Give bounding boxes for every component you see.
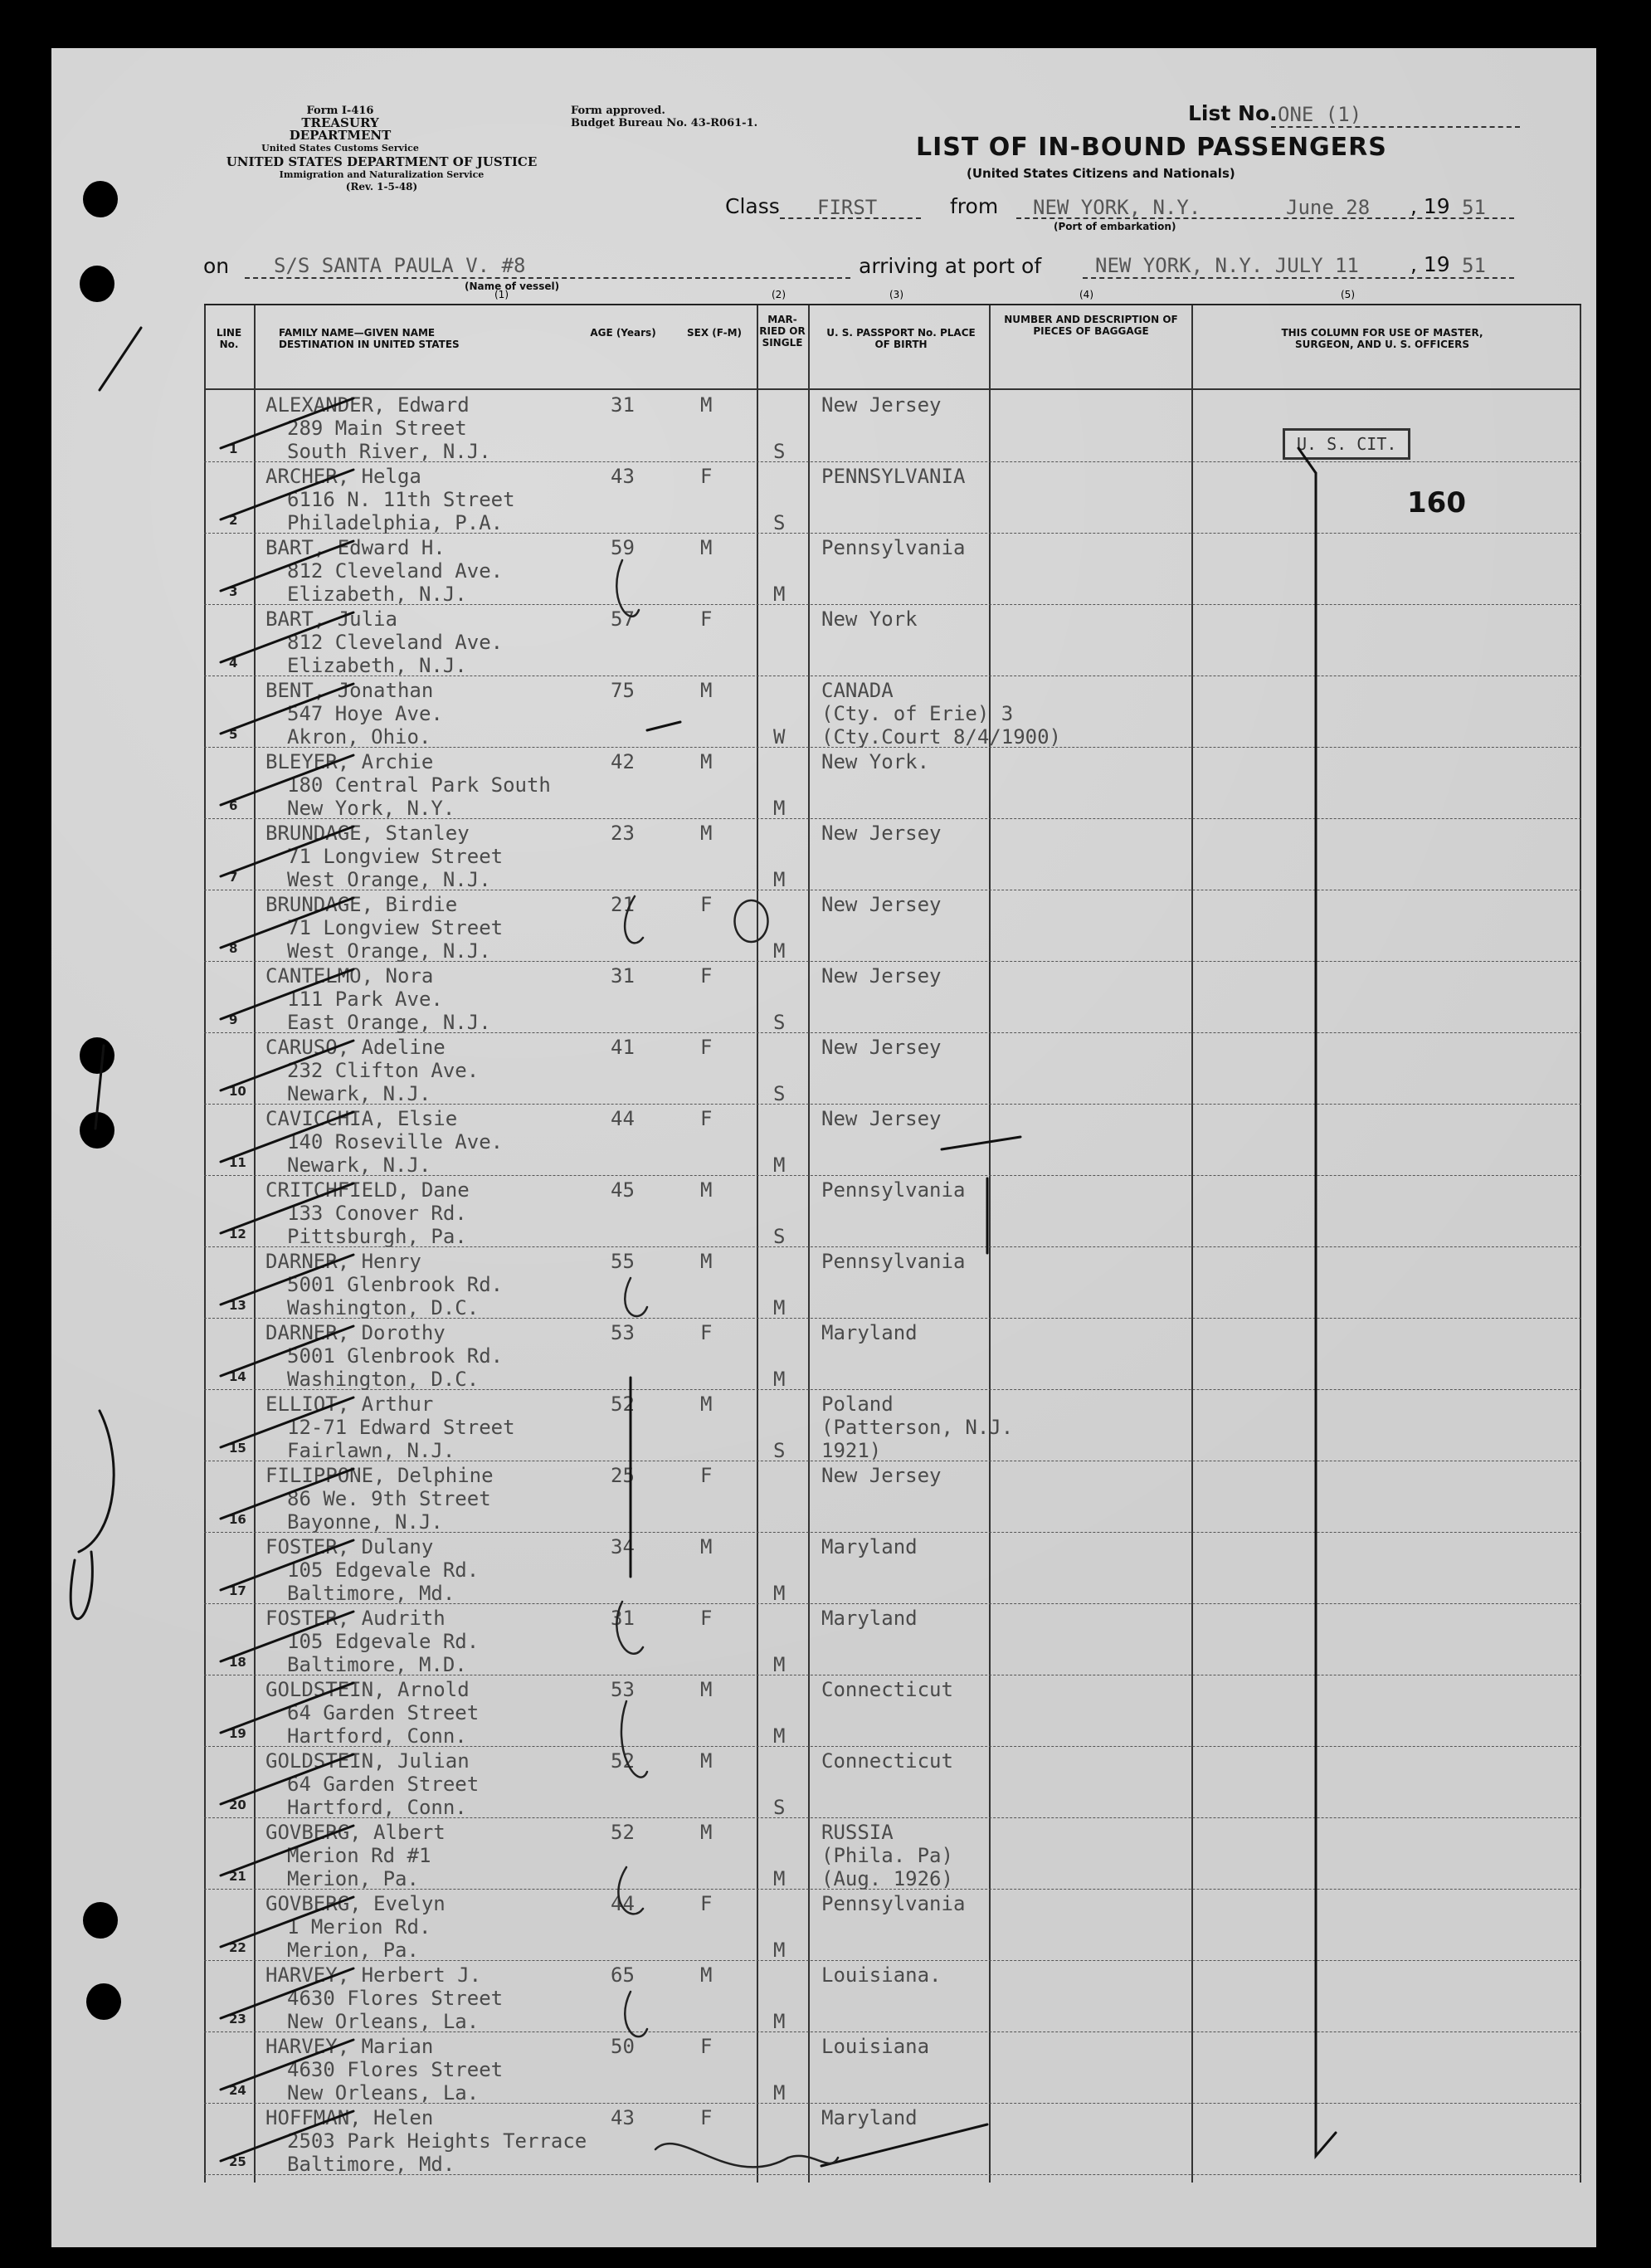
- line-number: 1: [229, 441, 238, 456]
- marital-status: M: [773, 939, 786, 963]
- line-number: 21: [229, 1869, 246, 1884]
- address-city: Merion, Pa.: [287, 1939, 419, 1962]
- line-number: 20: [229, 1797, 246, 1812]
- passenger-age: 45: [611, 1178, 635, 1202]
- marital-status: M: [773, 1582, 786, 1605]
- passenger-sex: F: [700, 1321, 713, 1344]
- class-value: FIRST: [817, 196, 878, 219]
- marital-status: S: [773, 1439, 786, 1462]
- from-year: 51: [1462, 196, 1486, 219]
- passenger-age: 34: [611, 1535, 635, 1558]
- address-street: 180 Central Park South: [287, 773, 551, 797]
- line-number: 6: [229, 798, 238, 813]
- line-number: 11: [229, 1155, 246, 1170]
- address-city: Bayonne, N.J.: [287, 1510, 443, 1534]
- place-of-birth: New Jersey: [821, 393, 942, 417]
- passenger-age: 52: [611, 1393, 635, 1416]
- address-city: East Orange, N.J.: [287, 1011, 491, 1034]
- header-name: FAMILY NAME—GIVEN NAME DESTINATION IN UNITED STATES: [279, 327, 460, 350]
- passenger-name: BRUNDAGE, Stanley: [265, 822, 470, 845]
- passenger-age: 31: [611, 964, 635, 988]
- passenger-sex: F: [700, 964, 713, 988]
- marital-status: M: [773, 797, 786, 820]
- check-stroke: [221, 1326, 353, 1376]
- check-stroke: [221, 2040, 353, 2090]
- place-of-birth: New York.: [821, 750, 930, 773]
- address-city: Akron, Ohio.: [287, 725, 431, 749]
- line-number: 13: [229, 1298, 246, 1313]
- passenger-name: HARVEY, Marian: [265, 2035, 434, 2058]
- place-of-birth: Connecticut: [821, 1678, 953, 1701]
- place-of-birth: Pennsylvania: [821, 1178, 966, 1202]
- header-baggage: NUMBER AND DESCRIPTION OF PIECES OF BAGGAGE: [1004, 314, 1178, 337]
- passenger-name: BART, Edward H.: [265, 536, 446, 559]
- check-stroke: [221, 1112, 353, 1162]
- place-of-birth: CANADA: [821, 679, 894, 702]
- marital-status: M: [773, 1867, 786, 1890]
- passenger-name: DARNER, Henry: [265, 1250, 421, 1273]
- passenger-sex: M: [700, 750, 713, 773]
- passenger-sex: F: [700, 1107, 713, 1130]
- address-city: Fairlawn, N.J.: [287, 1439, 455, 1462]
- marital-status: M: [773, 868, 786, 891]
- passenger-age: 65: [611, 1963, 635, 1987]
- marital-status: M: [773, 1724, 786, 1748]
- passenger-name: BRUNDAGE, Birdie: [265, 893, 458, 916]
- line-number: 24: [229, 2083, 246, 2098]
- marital-status: M: [773, 1653, 786, 1676]
- passenger-sex: F: [700, 1607, 713, 1630]
- marital-status: S: [773, 1011, 786, 1034]
- line-number: 9: [229, 1012, 238, 1027]
- line-number: 17: [229, 1583, 246, 1598]
- line-number: 14: [229, 1369, 246, 1384]
- check-stroke: [221, 969, 353, 1019]
- us-citizen-stamp: U. S. CIT.: [1283, 428, 1410, 460]
- address-city: Washington, D.C.: [287, 1368, 480, 1391]
- check-stroke: [221, 1469, 353, 1519]
- check-stroke: [221, 1826, 353, 1875]
- passenger-age: 43: [611, 2106, 635, 2129]
- line-number: 5: [229, 727, 238, 742]
- vessel-value: S/S SANTA PAULA V. #8: [274, 254, 526, 277]
- place-of-birth: Pennsylvania: [821, 1892, 966, 1915]
- marital-status: S: [773, 1082, 786, 1105]
- passenger-sex: F: [700, 2035, 713, 2058]
- place-of-birth: Maryland: [821, 1607, 918, 1630]
- address-street: 1 Merion Rd.: [287, 1915, 431, 1939]
- address-city: Baltimore, Md.: [287, 1582, 455, 1605]
- passenger-age: 23: [611, 822, 635, 845]
- birth-detail: (Cty. of Erie) 3: [821, 702, 1014, 725]
- check-stroke: [221, 2111, 353, 2161]
- from-year-prefix: , 19: [1410, 194, 1450, 218]
- column-number: (4): [1079, 289, 1093, 300]
- address-city: Merion, Pa.: [287, 1867, 419, 1890]
- address-street: 2503 Park Heights Terrace: [287, 2129, 587, 2153]
- passenger-age: 44: [611, 1107, 635, 1130]
- passenger-sex: M: [700, 1178, 713, 1202]
- line-number: 15: [229, 1441, 246, 1456]
- port-caption: (Port of embarkation): [1054, 221, 1176, 232]
- dept-block: UNITED STATES DEPARTMENT OF JUSTICE Immigration and Naturalization Service (Rev. 1-5-48): [226, 154, 538, 193]
- marital-status: M: [773, 2081, 786, 2105]
- marital-status: M: [773, 1296, 786, 1319]
- address-street: 86 We. 9th Street: [287, 1487, 491, 1510]
- check-stroke: [221, 398, 353, 448]
- column-number: (1): [494, 289, 509, 300]
- check-stroke: [221, 1183, 353, 1233]
- address-street: 64 Garden Street: [287, 1701, 480, 1724]
- address-city: Hartford, Conn.: [287, 1724, 467, 1748]
- passenger-age: 50: [611, 2035, 635, 2058]
- check-stroke: [221, 1754, 353, 1804]
- address-street: Merion Rd #1: [287, 1844, 431, 1867]
- passenger-age: 52: [611, 1821, 635, 1844]
- check-stroke: [221, 898, 353, 948]
- header-married: MAR-RIED OR SINGLE: [759, 314, 806, 349]
- passenger-name: GOLDSTEIN, Julian: [265, 1749, 470, 1773]
- passenger-sex: M: [700, 1749, 713, 1773]
- passenger-age: 43: [611, 465, 635, 488]
- arrival-value: NEW YORK, N.Y. JULY 11: [1095, 254, 1359, 277]
- address-street: 5001 Glenbrook Rd.: [287, 1273, 504, 1296]
- header-passport: U. S. PASSPORT No. PLACE OF BIRTH: [826, 327, 976, 350]
- address-street: 105 Edgevale Rd.: [287, 1558, 480, 1582]
- passenger-sex: M: [700, 1535, 713, 1558]
- address-city: West Orange, N.J.: [287, 868, 491, 891]
- marital-status: S: [773, 511, 786, 534]
- birth-detail-2: 1921): [821, 1439, 882, 1462]
- address-street: 4630 Flores Street: [287, 1987, 504, 2010]
- address-street: 232 Clifton Ave.: [287, 1059, 480, 1082]
- passenger-name: GOVBERG, Evelyn: [265, 1892, 446, 1915]
- birth-detail: (Patterson, N.J.: [821, 1416, 1014, 1439]
- line-number: 8: [229, 941, 238, 956]
- passenger-name: CARUSO, Adeline: [265, 1036, 446, 1059]
- passenger-sex: F: [700, 893, 713, 916]
- passenger-name: FOSTER, Dulany: [265, 1535, 434, 1558]
- marital-status: M: [773, 2010, 786, 2033]
- passenger-age: 53: [611, 1321, 635, 1344]
- place-of-birth: New Jersey: [821, 964, 942, 988]
- place-of-birth: Maryland: [821, 1321, 918, 1344]
- line-number: 3: [229, 584, 238, 599]
- place-of-birth: New Jersey: [821, 893, 942, 916]
- check-stroke: [221, 1897, 353, 1947]
- marital-status: M: [773, 1154, 786, 1177]
- check-stroke: [221, 541, 353, 591]
- passenger-sex: M: [700, 393, 713, 417]
- from-label: from: [950, 194, 999, 218]
- passenger-age: 75: [611, 679, 635, 702]
- address-city: Pittsburgh, Pa.: [287, 1225, 467, 1248]
- on-label: on: [203, 254, 230, 278]
- passenger-sex: M: [700, 822, 713, 845]
- passenger-sex: M: [700, 679, 713, 702]
- header-age: AGE (Years): [590, 327, 656, 339]
- check-stroke: [221, 1968, 353, 2018]
- address-street: 547 Hoye Ave.: [287, 702, 443, 725]
- passenger-sex: M: [700, 536, 713, 559]
- address-city: Newark, N.J.: [287, 1154, 431, 1177]
- line-number: 12: [229, 1227, 246, 1241]
- passenger-sex: F: [700, 1892, 713, 1915]
- arrival-year: 51: [1462, 254, 1486, 277]
- passenger-name: ALEXANDER, Edward: [265, 393, 470, 417]
- line-number: 19: [229, 1726, 246, 1741]
- place-of-birth: New York: [821, 607, 918, 631]
- check-stroke: [221, 1041, 353, 1090]
- passenger-name: CAVICCHIA, Elsie: [265, 1107, 458, 1130]
- passenger-sex: M: [700, 1393, 713, 1416]
- birth-detail-2: (Cty.Court 8/4/1900): [821, 725, 1061, 749]
- line-number: 23: [229, 2012, 246, 2027]
- marital-status: W: [773, 725, 786, 749]
- place-of-birth: New Jersey: [821, 822, 942, 845]
- address-street: 71 Longview Street: [287, 916, 504, 939]
- address-city: South River, N.J.: [287, 440, 491, 463]
- check-stroke: [221, 1397, 353, 1447]
- passenger-name: GOLDSTEIN, Arnold: [265, 1678, 470, 1701]
- address-street: 812 Cleveland Ave.: [287, 559, 504, 583]
- address-city: New Orleans, La.: [287, 2010, 480, 2033]
- passenger-age: 55: [611, 1250, 635, 1273]
- passenger-age: 53: [611, 1678, 635, 1701]
- passenger-name: HARVEY, Herbert J.: [265, 1963, 482, 1987]
- address-city: Baltimore, M.D.: [287, 1653, 467, 1676]
- address-street: 140 Roseville Ave.: [287, 1130, 504, 1154]
- passenger-age: 44: [611, 1892, 635, 1915]
- list-no-label: List No.: [1188, 101, 1278, 125]
- line-number: 7: [229, 870, 238, 885]
- passenger-age: 21: [611, 893, 635, 916]
- passenger-name: HOFFMAN, Helen: [265, 2106, 434, 2129]
- check-stroke: [221, 684, 353, 734]
- place-of-birth: RUSSIA: [821, 1821, 894, 1844]
- place-of-birth: Louisiana: [821, 2035, 930, 2058]
- check-stroke: [221, 827, 353, 876]
- address-street: 289 Main Street: [287, 417, 467, 440]
- address-city: Baltimore, Md.: [287, 2153, 455, 2176]
- address-city: Elizabeth, N.J.: [287, 583, 467, 606]
- passenger-name: FOSTER, Audrith: [265, 1607, 446, 1630]
- place-of-birth: Poland: [821, 1393, 894, 1416]
- birth-detail-2: (Aug. 1926): [821, 1867, 953, 1890]
- column-number: (5): [1341, 289, 1355, 300]
- passenger-age: 42: [611, 750, 635, 773]
- place-of-birth: Maryland: [821, 2106, 918, 2129]
- marital-status: S: [773, 440, 786, 463]
- address-city: Washington, D.C.: [287, 1296, 480, 1319]
- header-officers: THIS COLUMN FOR USE OF MASTER, SURGEON, AND U. S. OFFICERS: [1281, 327, 1483, 350]
- header-sex: SEX (F-M): [687, 327, 742, 339]
- line-number: 2: [229, 513, 238, 528]
- address-street: 12-71 Edward Street: [287, 1416, 515, 1439]
- birth-detail: (Phila. Pa): [821, 1844, 953, 1867]
- address-city: Newark, N.J.: [287, 1082, 431, 1105]
- arriving-label: arriving at port of: [859, 254, 1042, 278]
- form-block: Form I-416 TREASURY DEPARTMENT United States Customs Service: [261, 105, 419, 154]
- vessel-caption: (Name of vessel): [465, 280, 560, 292]
- header-line-no: LINE No.: [216, 327, 242, 350]
- check-stroke: [221, 755, 353, 805]
- address-street: 111 Park Ave.: [287, 988, 443, 1011]
- passenger-sex: F: [700, 1464, 713, 1487]
- passenger-name: CANTELMO, Nora: [265, 964, 434, 988]
- place-of-birth: New Jersey: [821, 1107, 942, 1130]
- address-street: 133 Conover Rd.: [287, 1202, 467, 1225]
- list-no-value: ONE (1): [1278, 103, 1362, 126]
- address-city: Hartford, Conn.: [287, 1796, 467, 1819]
- check-stroke: [221, 1255, 353, 1305]
- check-stroke: [221, 1612, 353, 1661]
- passenger-sex: F: [700, 1036, 713, 1059]
- line-number: 16: [229, 1512, 246, 1527]
- passenger-name: GOVBERG, Albert: [265, 1821, 446, 1844]
- address-city: Philadelphia, P.A.: [287, 511, 504, 534]
- column-number: (3): [889, 289, 903, 300]
- passenger-age: 31: [611, 1607, 635, 1630]
- line-number: 4: [229, 656, 238, 671]
- passenger-age: 52: [611, 1749, 635, 1773]
- passenger-age: 31: [611, 393, 635, 417]
- line-number: 18: [229, 1655, 246, 1670]
- check-stroke: [221, 612, 353, 662]
- marital-status: M: [773, 1939, 786, 1962]
- approval-block: Form approved. Budget Bureau No. 43-R061-1.: [571, 105, 758, 129]
- line-number: 25: [229, 2154, 246, 2169]
- address-city: New York, N.Y.: [287, 797, 455, 820]
- marital-status: M: [773, 1368, 786, 1391]
- place-of-birth: Louisiana.: [821, 1963, 942, 1987]
- address-street: 812 Cleveland Ave.: [287, 631, 504, 654]
- from-value: NEW YORK, N.Y.: [1033, 196, 1201, 219]
- address-city: West Orange, N.J.: [287, 939, 491, 963]
- officer-count: 160: [1407, 486, 1466, 519]
- address-street: 5001 Glenbrook Rd.: [287, 1344, 504, 1368]
- place-of-birth: Connecticut: [821, 1749, 953, 1773]
- place-of-birth: PENNSYLVANIA: [821, 465, 966, 488]
- passenger-name: DARNER, Dorothy: [265, 1321, 446, 1344]
- passenger-age: 25: [611, 1464, 635, 1487]
- check-stroke: [221, 1540, 353, 1590]
- passenger-name: CRITCHFIELD, Dane: [265, 1178, 470, 1202]
- passenger-age: 59: [611, 536, 635, 559]
- from-date: June 28: [1286, 196, 1371, 219]
- arrival-year-prefix: , 19: [1410, 252, 1450, 276]
- marital-status: S: [773, 1225, 786, 1248]
- passenger-sex: M: [700, 1821, 713, 1844]
- class-label: Class: [725, 194, 780, 218]
- passenger-name: BENT, Jonathan: [265, 679, 434, 702]
- address-street: 64 Garden Street: [287, 1773, 480, 1796]
- place-of-birth: New Jersey: [821, 1036, 942, 1059]
- check-stroke: [221, 470, 353, 519]
- address-city: New Orleans, La.: [287, 2081, 480, 2105]
- passenger-name: BART, Julia: [265, 607, 397, 631]
- column-number: (2): [772, 289, 786, 300]
- passenger-sex: M: [700, 1678, 713, 1701]
- marital-status: M: [773, 583, 786, 606]
- address-street: 6116 N. 11th Street: [287, 488, 515, 511]
- address-city: Elizabeth, N.J.: [287, 654, 467, 677]
- passenger-name: BLEYER, Archie: [265, 750, 434, 773]
- place-of-birth: Pennsylvania: [821, 1250, 966, 1273]
- passenger-sex: F: [700, 2106, 713, 2129]
- passenger-sex: M: [700, 1250, 713, 1273]
- page-title: LIST OF IN-BOUND PASSENGERS: [916, 133, 1387, 162]
- place-of-birth: Pennsylvania: [821, 536, 966, 559]
- line-number: 22: [229, 1940, 246, 1955]
- check-stroke: [221, 1683, 353, 1733]
- passenger-sex: F: [700, 465, 713, 488]
- address-street: 71 Longview Street: [287, 845, 504, 868]
- passenger-name: FILIPPONE, Delphine: [265, 1464, 494, 1487]
- passenger-age: 41: [611, 1036, 635, 1059]
- place-of-birth: New Jersey: [821, 1464, 942, 1487]
- passenger-name: ARCHER, Helga: [265, 465, 421, 488]
- passenger-sex: F: [700, 607, 713, 631]
- page-subtitle: (United States Citizens and Nationals): [967, 166, 1235, 181]
- marital-status: S: [773, 1796, 786, 1819]
- address-street: 105 Edgevale Rd.: [287, 1630, 480, 1653]
- line-number: 10: [229, 1084, 246, 1099]
- passenger-name: ELLIOT, Arthur: [265, 1393, 434, 1416]
- passenger-age: 57: [611, 607, 635, 631]
- address-street: 4630 Flores Street: [287, 2058, 504, 2081]
- place-of-birth: Maryland: [821, 1535, 918, 1558]
- passenger-sex: M: [700, 1963, 713, 1987]
